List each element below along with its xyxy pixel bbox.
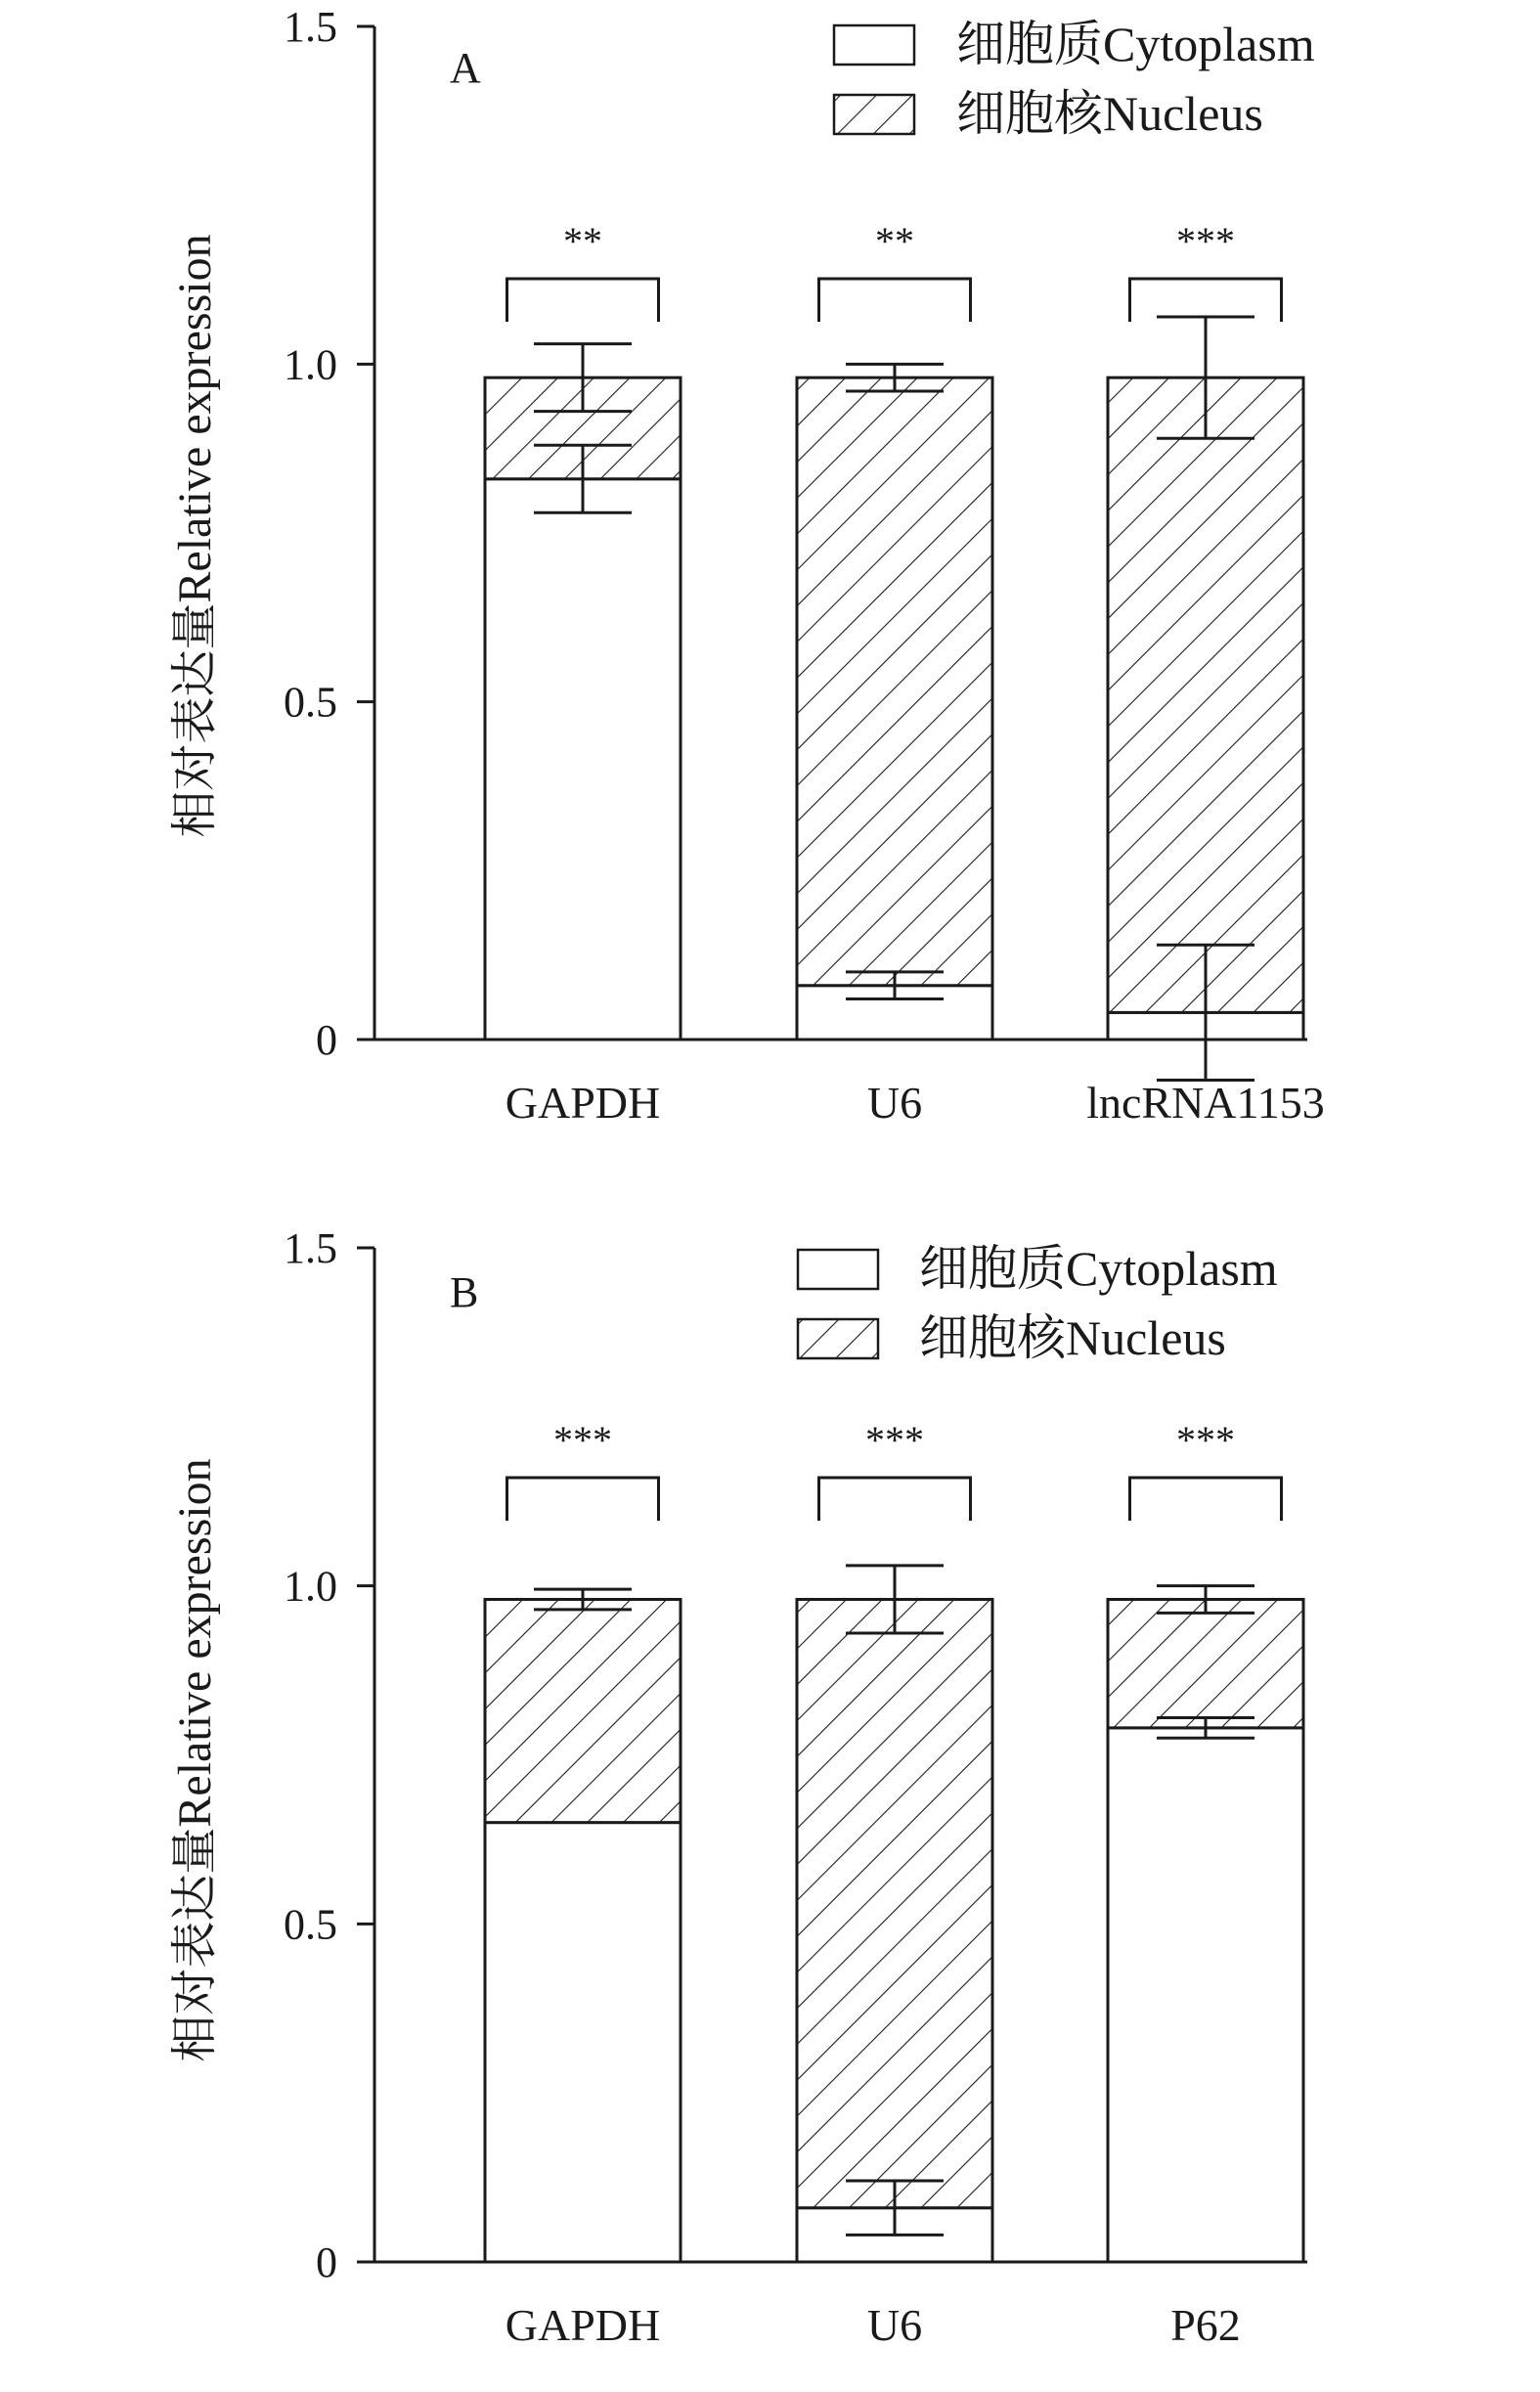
significance-bracket xyxy=(1130,1478,1282,1521)
significance-label: ** xyxy=(875,219,914,263)
significance-bracket xyxy=(819,1478,971,1521)
panel-b xyxy=(169,1224,1307,2350)
bar-cytoplasm xyxy=(1108,1728,1303,2262)
y-tick-label: 1.0 xyxy=(284,340,337,389)
panel-a xyxy=(169,3,1325,1128)
bar-nucleus xyxy=(797,1599,992,2207)
legend xyxy=(834,17,1315,141)
y-axis-label: 相对表达量Relative expression xyxy=(169,234,221,838)
bar-nucleus xyxy=(485,1599,681,1822)
legend-label-cytoplasm: 细胞质Cytoplasm xyxy=(956,17,1315,71)
y-axis-label: 相对表达量Relative expression xyxy=(169,1458,221,2062)
legend-label-nucleus: 细胞核Nucleus xyxy=(919,1310,1226,1365)
panel-label: B xyxy=(450,1268,479,1316)
significance-bracket xyxy=(507,1478,659,1521)
y-tick-label: 1.5 xyxy=(284,1224,337,1272)
category-label: lncRNA1153 xyxy=(1086,1078,1325,1128)
legend-swatch-cytoplasm xyxy=(834,25,914,65)
significance-label: *** xyxy=(553,1418,612,1462)
bar-cytoplasm xyxy=(485,479,681,1040)
bar-nucleus xyxy=(1108,1599,1303,1727)
category-label: GAPDH xyxy=(505,2300,661,2350)
legend xyxy=(798,1241,1278,1365)
bar-nucleus xyxy=(797,377,992,986)
y-tick-label: 0 xyxy=(316,1016,337,1064)
significance-label: ** xyxy=(563,219,602,263)
significance-label: *** xyxy=(865,1418,924,1462)
panel-label: A xyxy=(450,44,481,92)
y-tick-label: 1.5 xyxy=(284,3,337,51)
y-tick-label: 1.0 xyxy=(284,1562,337,1611)
bar-cytoplasm xyxy=(485,1823,681,2262)
significance-label: *** xyxy=(1176,1418,1235,1462)
significance-bracket xyxy=(1130,279,1282,322)
significance-bracket xyxy=(819,279,971,322)
legend-swatch-nucleus xyxy=(834,95,914,134)
category-label: U6 xyxy=(866,2300,923,2350)
category-label: GAPDH xyxy=(505,1078,661,1128)
legend-label-nucleus: 细胞核Nucleus xyxy=(956,86,1263,141)
bar-nucleus xyxy=(1108,377,1303,1012)
y-tick-label: 0.5 xyxy=(284,1900,337,1949)
category-label: P62 xyxy=(1170,2300,1241,2350)
legend-swatch-nucleus xyxy=(798,1319,878,1358)
legend-label-cytoplasm: 细胞质Cytoplasm xyxy=(919,1241,1278,1296)
significance-label: *** xyxy=(1176,219,1235,263)
significance-bracket xyxy=(507,279,659,322)
y-tick-label: 0.5 xyxy=(284,678,337,727)
y-tick-label: 0 xyxy=(316,2238,337,2286)
category-label: U6 xyxy=(866,1078,923,1128)
legend-swatch-cytoplasm xyxy=(798,1250,878,1289)
